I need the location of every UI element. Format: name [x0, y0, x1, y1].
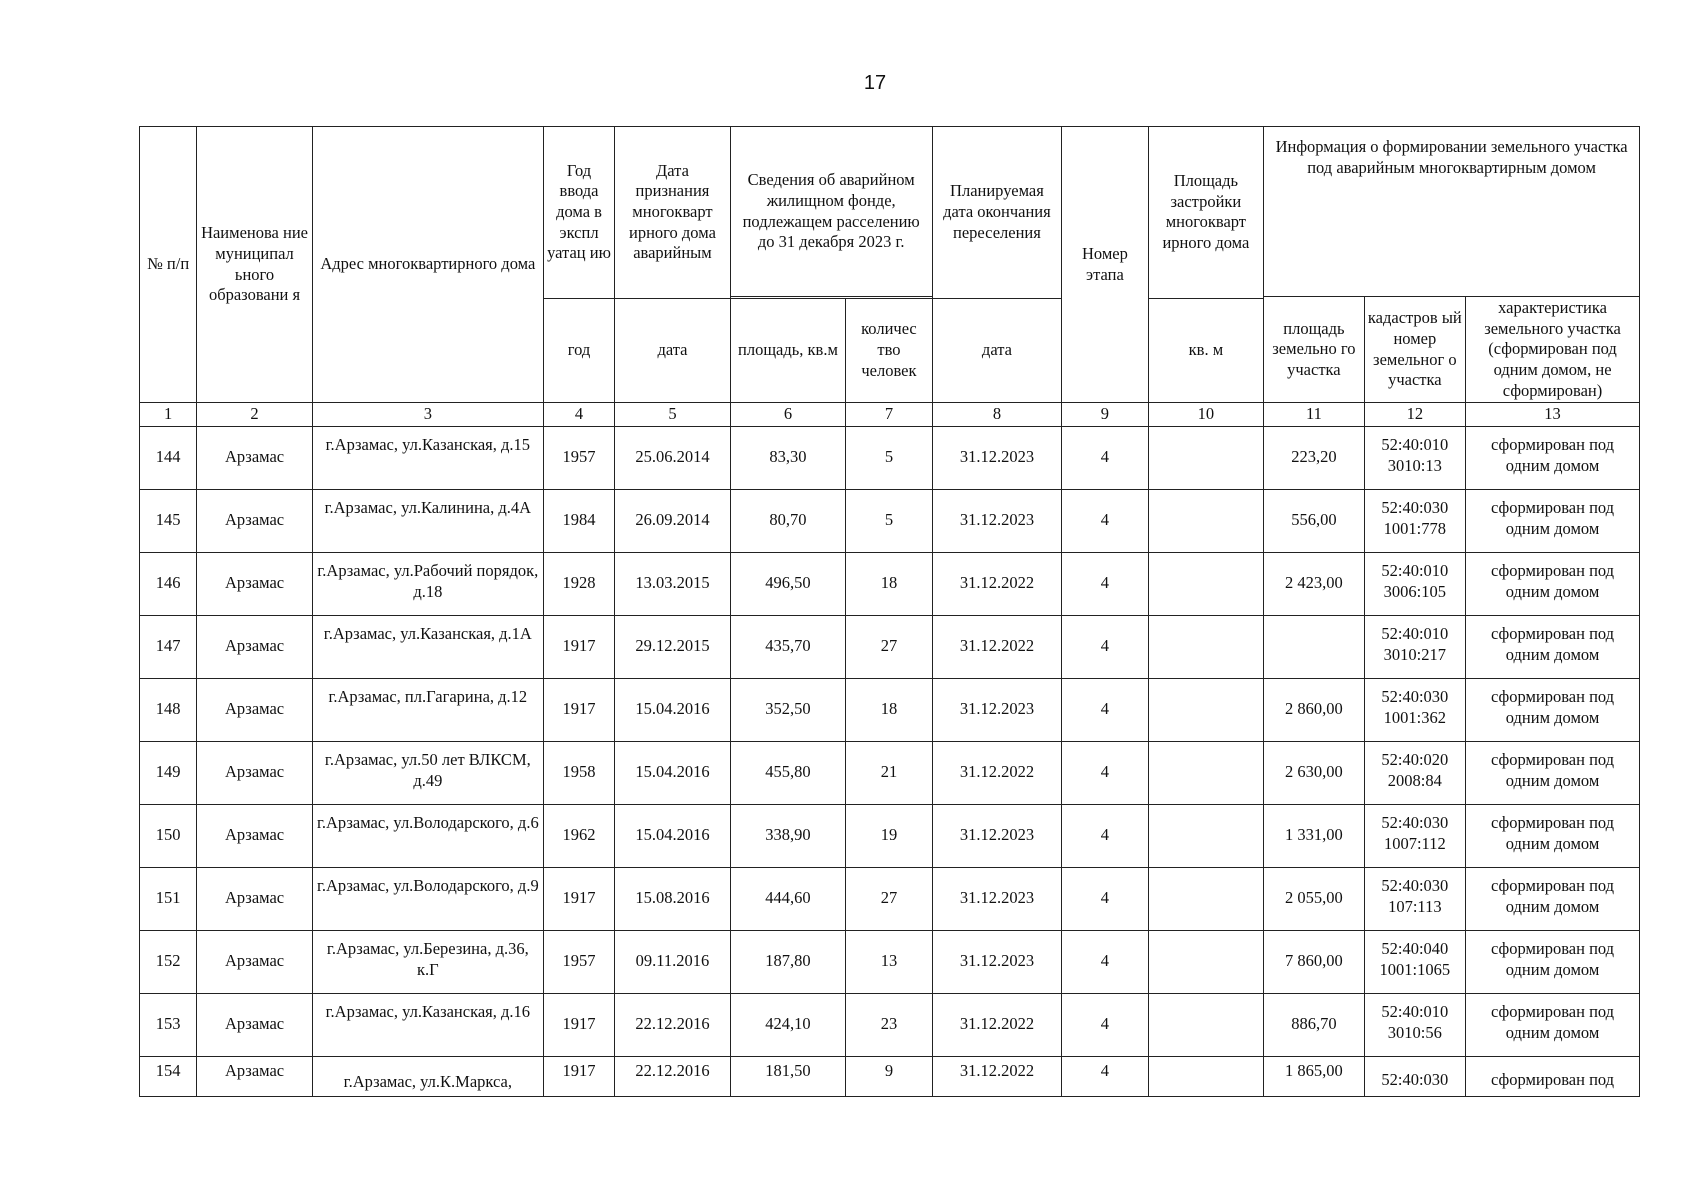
header-unit-area: площадь, кв.м: [730, 298, 846, 403]
header-building-area: Площадь застройки многокварт ирного дома: [1148, 127, 1264, 299]
cell-year-built: 1917: [543, 1057, 614, 1097]
cell-year-built: 1917: [543, 868, 614, 931]
cell-municipality: Арзамас: [197, 1057, 313, 1097]
cell-cadastral-number: 52:40:030 1001:362: [1364, 679, 1465, 742]
cell-recognition-date: 15.08.2016: [615, 868, 731, 931]
table-body: [140, 427, 1640, 1097]
header-row-number: № п/п: [140, 127, 197, 403]
cell-area: 187,80: [730, 931, 846, 994]
header-address: Адрес многоквартирного дома: [312, 127, 543, 403]
table-header: [140, 127, 1640, 427]
table-row: [140, 994, 1640, 1057]
cell-land-characteristic: сформирован под одним домом: [1466, 427, 1640, 490]
column-number: 2: [197, 403, 313, 427]
cell-building-area: [1148, 1057, 1264, 1097]
cell-building-area: [1148, 931, 1264, 994]
table-row: [140, 868, 1640, 931]
header-unit-end-date: дата: [932, 298, 1062, 403]
cell-planned-date: 31.12.2022: [932, 1057, 1062, 1097]
header-housing-info: Сведения об аварийном жилищном фонде, подлежащем расселению до 31 декабря 2023 г.: [730, 127, 932, 297]
cell-people: 9: [846, 1057, 932, 1097]
cell-stage: 4: [1062, 616, 1148, 679]
cell-cadastral-number: 52:40:030 1007:112: [1364, 805, 1465, 868]
cell-row-number: 148: [140, 679, 197, 742]
cell-area: 80,70: [730, 490, 846, 553]
cell-area: 83,30: [730, 427, 846, 490]
header-stage: Номер этапа: [1062, 127, 1148, 403]
cell-address: г.Арзамас, ул.Березина, д.36, к.Г: [312, 931, 543, 994]
column-number: 3: [312, 403, 543, 427]
cell-row-number: 144: [140, 427, 197, 490]
cell-year-built: 1957: [543, 931, 614, 994]
cell-area: 424,10: [730, 994, 846, 1057]
cell-planned-date: 31.12.2022: [932, 742, 1062, 805]
cell-municipality: Арзамас: [197, 616, 313, 679]
cell-cadastral-number: 52:40:010 3010:217: [1364, 616, 1465, 679]
cell-address: г.Арзамас, ул.50 лет ВЛКСМ, д.49: [312, 742, 543, 805]
cell-building-area: [1148, 868, 1264, 931]
column-numbers-row: [140, 403, 1640, 427]
cell-row-number: 150: [140, 805, 197, 868]
cell-stage: 4: [1062, 868, 1148, 931]
cell-recognition-date: 26.09.2014: [615, 490, 731, 553]
cell-land-characteristic: сформирован под одним домом: [1466, 616, 1640, 679]
cell-cadastral-number: 52:40:030: [1364, 1057, 1465, 1097]
cell-year-built: 1957: [543, 427, 614, 490]
cell-municipality: Арзамас: [197, 994, 313, 1057]
cell-stage: 4: [1062, 679, 1148, 742]
cell-row-number: 152: [140, 931, 197, 994]
cell-recognition-date: 15.04.2016: [615, 742, 731, 805]
cell-land-characteristic: сформирован под одним домом: [1466, 931, 1640, 994]
cell-land-area: 7 860,00: [1264, 931, 1364, 994]
header-unit-year: год: [543, 298, 614, 403]
column-number: 1: [140, 403, 197, 427]
cell-row-number: 151: [140, 868, 197, 931]
cell-stage: 4: [1062, 553, 1148, 616]
cell-municipality: Арзамас: [197, 427, 313, 490]
cell-land-characteristic: сформирован под одним домом: [1466, 868, 1640, 931]
cell-stage: 4: [1062, 994, 1148, 1057]
column-number: 4: [543, 403, 614, 427]
cell-planned-date: 31.12.2023: [932, 868, 1062, 931]
column-number: 9: [1062, 403, 1148, 427]
table-row: [140, 616, 1640, 679]
cell-people: 18: [846, 679, 932, 742]
column-number: 11: [1264, 403, 1364, 427]
header-municipality: Наименова ние муниципал ьного образовани я: [197, 127, 313, 403]
cell-recognition-date: 15.04.2016: [615, 679, 731, 742]
cell-land-characteristic: сформирован под одним домом: [1466, 805, 1640, 868]
header-land-characteristic: характеристика земельного участка (сформирован под одним домом, не сформирован): [1466, 297, 1640, 403]
housing-register-table: [139, 126, 1640, 1097]
table-row: [140, 553, 1640, 616]
cell-area: 352,50: [730, 679, 846, 742]
cell-recognition-date: 29.12.2015: [615, 616, 731, 679]
table-row: [140, 742, 1640, 805]
cell-municipality: Арзамас: [197, 931, 313, 994]
cell-planned-date: 31.12.2023: [932, 931, 1062, 994]
cell-row-number: 149: [140, 742, 197, 805]
cell-people: 5: [846, 490, 932, 553]
cell-people: 21: [846, 742, 932, 805]
cell-recognition-date: 09.11.2016: [615, 931, 731, 994]
cell-stage: 4: [1062, 742, 1148, 805]
cell-building-area: [1148, 994, 1264, 1057]
cell-row-number: 154: [140, 1057, 197, 1097]
cell-municipality: Арзамас: [197, 805, 313, 868]
cell-land-area: 556,00: [1264, 490, 1364, 553]
table-row: [140, 1057, 1640, 1097]
column-number: 6: [730, 403, 846, 427]
cell-building-area: [1148, 427, 1264, 490]
cell-address: г.Арзамас, ул.Казанская, д.15: [312, 427, 543, 490]
cell-people: 19: [846, 805, 932, 868]
cell-recognition-date: 22.12.2016: [615, 1057, 731, 1097]
cell-planned-date: 31.12.2023: [932, 679, 1062, 742]
cell-people: 5: [846, 427, 932, 490]
table-row: [140, 490, 1640, 553]
cell-year-built: 1917: [543, 994, 614, 1057]
cell-planned-date: 31.12.2023: [932, 427, 1062, 490]
table-row: [140, 805, 1640, 868]
column-number: 12: [1364, 403, 1465, 427]
cell-stage: 4: [1062, 427, 1148, 490]
cell-stage: 4: [1062, 931, 1148, 994]
cell-land-area: 2 860,00: [1264, 679, 1364, 742]
cell-municipality: Арзамас: [197, 679, 313, 742]
cell-address: г.Арзамас, ул.Володарского, д.6: [312, 805, 543, 868]
cell-municipality: Арзамас: [197, 490, 313, 553]
cell-people: 18: [846, 553, 932, 616]
cell-recognition-date: 13.03.2015: [615, 553, 731, 616]
cell-land-area: 886,70: [1264, 994, 1364, 1057]
page-number: 17: [863, 72, 887, 94]
cell-year-built: 1917: [543, 616, 614, 679]
cell-cadastral-number: 52:40:030 107:113: [1364, 868, 1465, 931]
cell-land-area: 2 055,00: [1264, 868, 1364, 931]
header-planned-date: Планируемая дата окончания переселения: [932, 127, 1062, 299]
cell-cadastral-number: 52:40:010 3006:105: [1364, 553, 1465, 616]
table-row: [140, 931, 1640, 994]
cell-year-built: 1917: [543, 679, 614, 742]
cell-cadastral-number: 52:40:040 1001:1065: [1364, 931, 1465, 994]
cell-people: 27: [846, 868, 932, 931]
cell-building-area: [1148, 490, 1264, 553]
cell-planned-date: 31.12.2022: [932, 553, 1062, 616]
header-unit-sqm: кв. м: [1148, 298, 1264, 403]
cell-people: 27: [846, 616, 932, 679]
cell-area: 496,50: [730, 553, 846, 616]
cell-land-area: 2 630,00: [1264, 742, 1364, 805]
header-land-info: Информация о формировании земельного участка под аварийным многоквартирным домом: [1264, 127, 1640, 297]
cell-address: г.Арзамас, ул.Володарского, д.9: [312, 868, 543, 931]
cell-building-area: [1148, 805, 1264, 868]
cell-land-area: 2 423,00: [1264, 553, 1364, 616]
cell-row-number: 145: [140, 490, 197, 553]
cell-building-area: [1148, 679, 1264, 742]
cell-recognition-date: 25.06.2014: [615, 427, 731, 490]
column-number: 13: [1466, 403, 1640, 427]
cell-address: г.Арзамас, пл.Гагарина, д.12: [312, 679, 543, 742]
cell-year-built: 1928: [543, 553, 614, 616]
cell-municipality: Арзамас: [197, 868, 313, 931]
cell-stage: 4: [1062, 490, 1148, 553]
cell-planned-date: 31.12.2023: [932, 490, 1062, 553]
cell-land-characteristic: сформирован под одним домом: [1466, 679, 1640, 742]
cell-address: г.Арзамас, ул.Рабочий порядок, д.18: [312, 553, 543, 616]
header-year-built: Год ввода дома в экспл уатац ию: [543, 127, 614, 299]
cell-municipality: Арзамас: [197, 553, 313, 616]
cell-people: 13: [846, 931, 932, 994]
cell-year-built: 1962: [543, 805, 614, 868]
cell-row-number: 147: [140, 616, 197, 679]
cell-area: 444,60: [730, 868, 846, 931]
cell-recognition-date: 15.04.2016: [615, 805, 731, 868]
cell-land-characteristic: сформирован под одним домом: [1466, 490, 1640, 553]
cell-land-area: 1 865,00: [1264, 1057, 1364, 1097]
cell-area: 435,70: [730, 616, 846, 679]
cell-year-built: 1958: [543, 742, 614, 805]
cell-land-characteristic: сформирован под одним домом: [1466, 994, 1640, 1057]
cell-planned-date: 31.12.2022: [932, 616, 1062, 679]
cell-stage: 4: [1062, 1057, 1148, 1097]
cell-area: 338,90: [730, 805, 846, 868]
table-row: [140, 427, 1640, 490]
cell-planned-date: 31.12.2022: [932, 994, 1062, 1057]
cell-planned-date: 31.12.2023: [932, 805, 1062, 868]
cell-address: г.Арзамас, ул.Калинина, д.4А: [312, 490, 543, 553]
cell-row-number: 153: [140, 994, 197, 1057]
header-unit-date: дата: [615, 298, 731, 403]
cell-land-characteristic: сформирован под одним домом: [1466, 742, 1640, 805]
column-number: 7: [846, 403, 932, 427]
cell-area: 455,80: [730, 742, 846, 805]
header-land-area: площадь земельно го участка: [1264, 297, 1364, 403]
header-unit-people: количес тво человек: [846, 298, 932, 403]
column-number: 8: [932, 403, 1062, 427]
cell-address: г.Арзамас, ул.Казанская, д.1А: [312, 616, 543, 679]
table-row: [140, 679, 1640, 742]
column-number: 10: [1148, 403, 1264, 427]
column-number: 5: [615, 403, 731, 427]
cell-cadastral-number: 52:40:010 3010:13: [1364, 427, 1465, 490]
cell-building-area: [1148, 553, 1264, 616]
cell-row-number: 146: [140, 553, 197, 616]
header-recognition-date: Дата признания многокварт ирного дома аварийным: [615, 127, 731, 299]
cell-land-characteristic: сформирован под одним домом: [1466, 553, 1640, 616]
cell-land-area: [1264, 616, 1364, 679]
cell-land-area: 223,20: [1264, 427, 1364, 490]
cell-year-built: 1984: [543, 490, 614, 553]
cell-area: 181,50: [730, 1057, 846, 1097]
header-cadastral-number: кадастров ый номер земельног о участка: [1364, 297, 1465, 403]
cell-land-characteristic: сформирован под: [1466, 1057, 1640, 1097]
cell-address: г.Арзамас, ул.К.Маркса,: [312, 1057, 543, 1097]
cell-building-area: [1148, 742, 1264, 805]
cell-address: г.Арзамас, ул.Казанская, д.16: [312, 994, 543, 1057]
cell-stage: 4: [1062, 805, 1148, 868]
cell-cadastral-number: 52:40:010 3010:56: [1364, 994, 1465, 1057]
cell-municipality: Арзамас: [197, 742, 313, 805]
cell-cadastral-number: 52:40:030 1001:778: [1364, 490, 1465, 553]
cell-people: 23: [846, 994, 932, 1057]
cell-recognition-date: 22.12.2016: [615, 994, 731, 1057]
cell-cadastral-number: 52:40:020 2008:84: [1364, 742, 1465, 805]
cell-building-area: [1148, 616, 1264, 679]
cell-land-area: 1 331,00: [1264, 805, 1364, 868]
